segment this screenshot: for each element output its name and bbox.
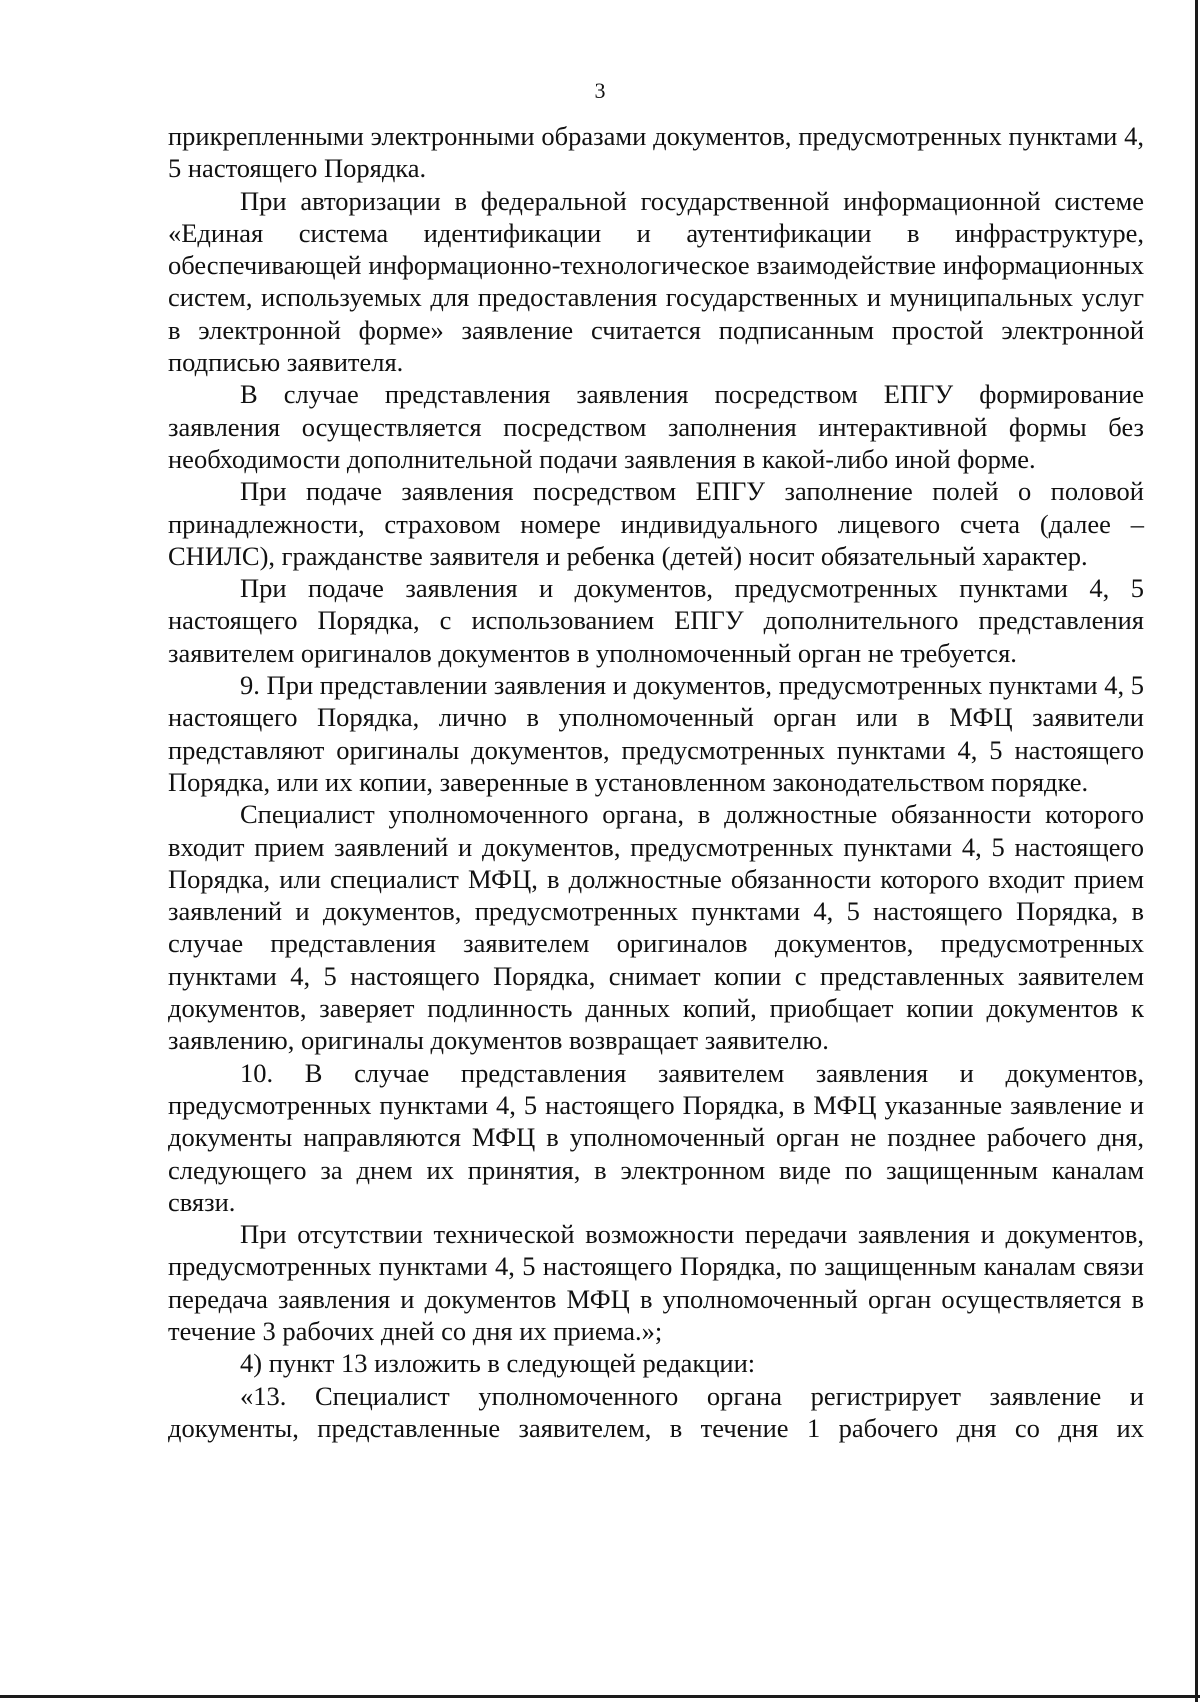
scan-edge-right <box>1195 0 1198 1702</box>
paragraph-continuation: прикрепленными электронными образами документов, предусмотренных пунктами 4, 5 настоящего Порядка. <box>168 121 1144 184</box>
paragraph-epgu-required-fields: При подаче заявления посредством ЕПГУ заполнение полей о половой принадлежности, страховом номере индивидуального лицевого счета (далее – СНИЛС), гражданстве заявителя и ребенка (детей) носит обязательный характер. <box>168 476 1144 571</box>
paragraph-specialist-copies: Специалист уполномоченного органа, в должностные обязанности которого входит прием заявлений и документов, предусмотренных пунктами 4, 5 настоящего Порядка, или специалист МФЦ, в должностные обязанности которого входит прием заявлений и документов, предусмотренных пунктами 4, 5 настоящего Порядка, в случае представления заявителем оригиналов документов, предусмотренных пунктами 4, 5 настоящего Порядка, снимает копии с представленных заявителем документов, заверяет подлинность данных копий, приобщает копии документов к заявлению, оригиналы документов возвращает заявителю. <box>168 799 1144 1056</box>
paragraph-no-technical-possibility: При отсутствии технической возможности передачи заявления и документов, предусмотренных пунктами 4, 5 настоящего Порядка, по защищенным каналам связи передача заявления и документов МФЦ в уполномоченный орган осуществляется в течение 3 рабочих дней со дня их приема.»; <box>168 1219 1144 1346</box>
paragraph-epgu-originals: При подаче заявления и документов, предусмотренных пунктами 4, 5 настоящего Порядка, с использованием ЕПГУ дополнительного представления заявителем оригиналов документов в уполномоченный орган не требуется. <box>168 573 1144 668</box>
paragraph-epgu-form: В случае представления заявления посредством ЕПГУ формирование заявления осуществляется посредством заполнения интерактивной формы без необходимости дополнительной подачи заявления в какой-либо иной форме. <box>168 379 1144 474</box>
page-number: 3 <box>594 78 606 103</box>
paragraph-item-10: 10. В случае представления заявителем заявления и документов, предусмотренных пунктами 4, 5 настоящего Порядка, в МФЦ указанные заявление и документы направляются МФЦ в уполномоченный орган не позднее рабочего дня, следующего за днем их принятия, в электронном виде по защищенным каналам связи. <box>168 1057 1144 1217</box>
paragraph-authorization-esia: При авторизации в федеральной государственной информационной системе «Единая система идентификации и аутентификации в инфраструктуре, обеспечивающей информационно-технологическое взаимодействие информационных систем, используемых для предоставления государственных и муниципальных услуг в электронной форме» заявление считается подписанным простой электронной подписью заявителя. <box>168 185 1144 378</box>
scan-edge-bottom <box>0 1695 1200 1698</box>
document-body <box>168 120 1144 1444</box>
paragraph-item-9: 9. При представлении заявления и документов, предусмотренных пунктами 4, 5 настоящего Порядка, лично в уполномоченный орган или в МФЦ заявители представляют оригиналы документов, предусмотренных пунктами 4, 5 настоящего Порядка, или их копии, заверенные в установленном законодательством порядке. <box>168 670 1144 797</box>
paragraph-item-13: «13. Специалист уполномоченного органа регистрирует заявление и документы, представленные заявителем, в течение 1 рабочего дня со дня их <box>168 1380 1144 1443</box>
paragraph-amend-item-13: 4) пункт 13 изложить в следующей редакции: <box>240 1348 756 1379</box>
